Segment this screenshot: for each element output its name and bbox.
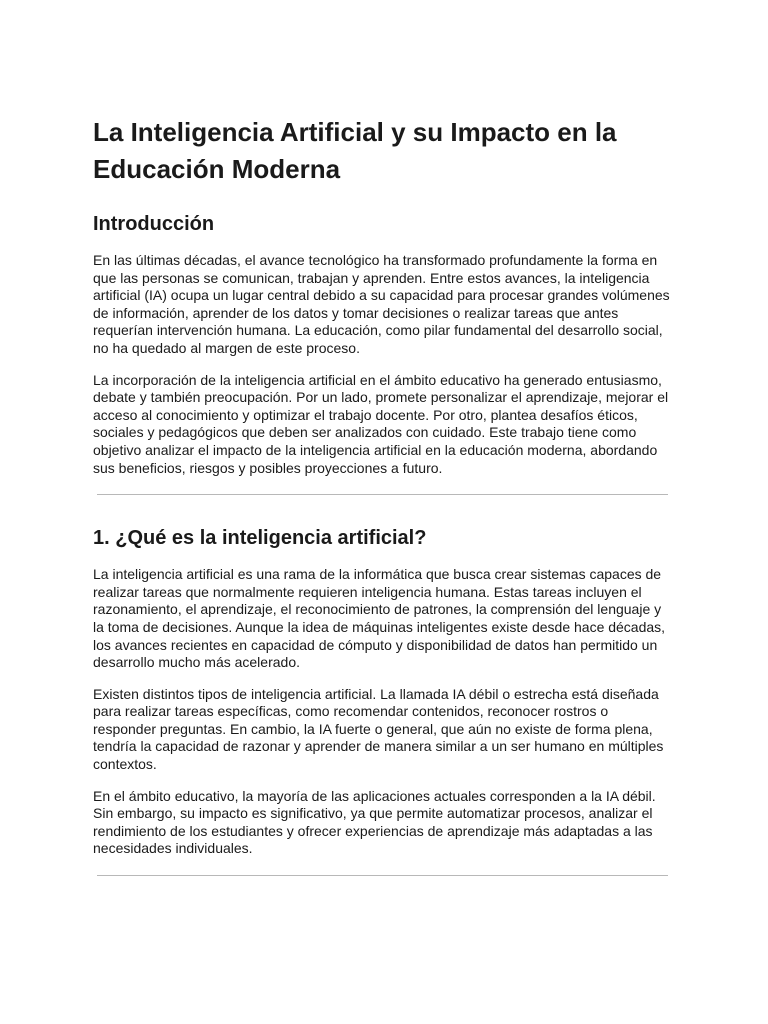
document-title: La Inteligencia Artificial y su Impacto en la Educación Moderna bbox=[93, 117, 617, 184]
section-heading: Introducción bbox=[93, 213, 215, 235]
paragraph: La incorporación de la inteligencia artificial en el ámbito educativo ha generado entusiasmo, debate y también preocupación. Por un lado, promete personalizar el aprendizaje, mejorar el acceso al conocimiento y optimizar el trabajo docente. Por otro, plantea desafíos éticos, sociales y pedagógicos que deben ser analizados con cuidado. Este trabajo tiene como objetivo analizar el impacto de la inteligencia artificial en la educación moderna, abordando sus beneficios, riesgos y posibles proyecciones a futuro. bbox=[93, 371, 669, 476]
paragraph: La inteligencia artificial es una rama de la informática que busca crear sistemas capaces de realizar tareas que normalmente requieren inteligencia humana. Estas tareas incluyen el razonamiento, el aprendizaje, el reconocimiento de patrones, la comprensión del lenguaje y la toma de decisiones. Aunque la idea de máquinas inteligentes existe desde hace décadas, los avances recientes en capacidad de cómputo y disponibilidad de datos han permitido un desarrollo mucho más acelerado. bbox=[93, 566, 666, 671]
section-que-es-ia bbox=[93, 524, 672, 858]
section-heading: 1. ¿Qué es la inteligencia artificial? bbox=[93, 527, 427, 550]
section-divider bbox=[97, 494, 668, 495]
paragraph: En el ámbito educativo, la mayoría de las aplicaciones actuales corresponden a la IA débil. Sin embargo, su impacto es significativo, ya que permite automatizar procesos, analizar el rendimiento de los estudiantes y ofrecer experiencias de aprendizaje más adaptadas a las necesidades individuales. bbox=[93, 787, 656, 857]
section-divider bbox=[97, 875, 668, 876]
section-introduccion bbox=[93, 210, 672, 477]
paragraph: En las últimas décadas, el avance tecnológico ha transformado profundamente la forma en que las personas se comunican, trabajan y aprenden. Entre estos avances, la inteligencia artificial (IA) ocupa un lugar central debido a su capacidad para procesar grandes volúmenes de información, aprender de los datos y tomar decisiones o realizar tareas que antes requerían intervención humana. La educación, como pilar fundamental del desarrollo social, no ha quedado al margen de este proceso. bbox=[93, 252, 670, 356]
paragraph: Existen distintos tipos de inteligencia artificial. La llamada IA débil o estrecha está diseñada para realizar tareas específicas, como recomendar contenidos, reconocer rostros o responder preguntas. En cambio, la IA fuerte o general, que aún no existe de forma plena, tendría la capacidad de razonar y aprender de manera similar a un ser humano en múltiples contextos. bbox=[93, 685, 664, 773]
